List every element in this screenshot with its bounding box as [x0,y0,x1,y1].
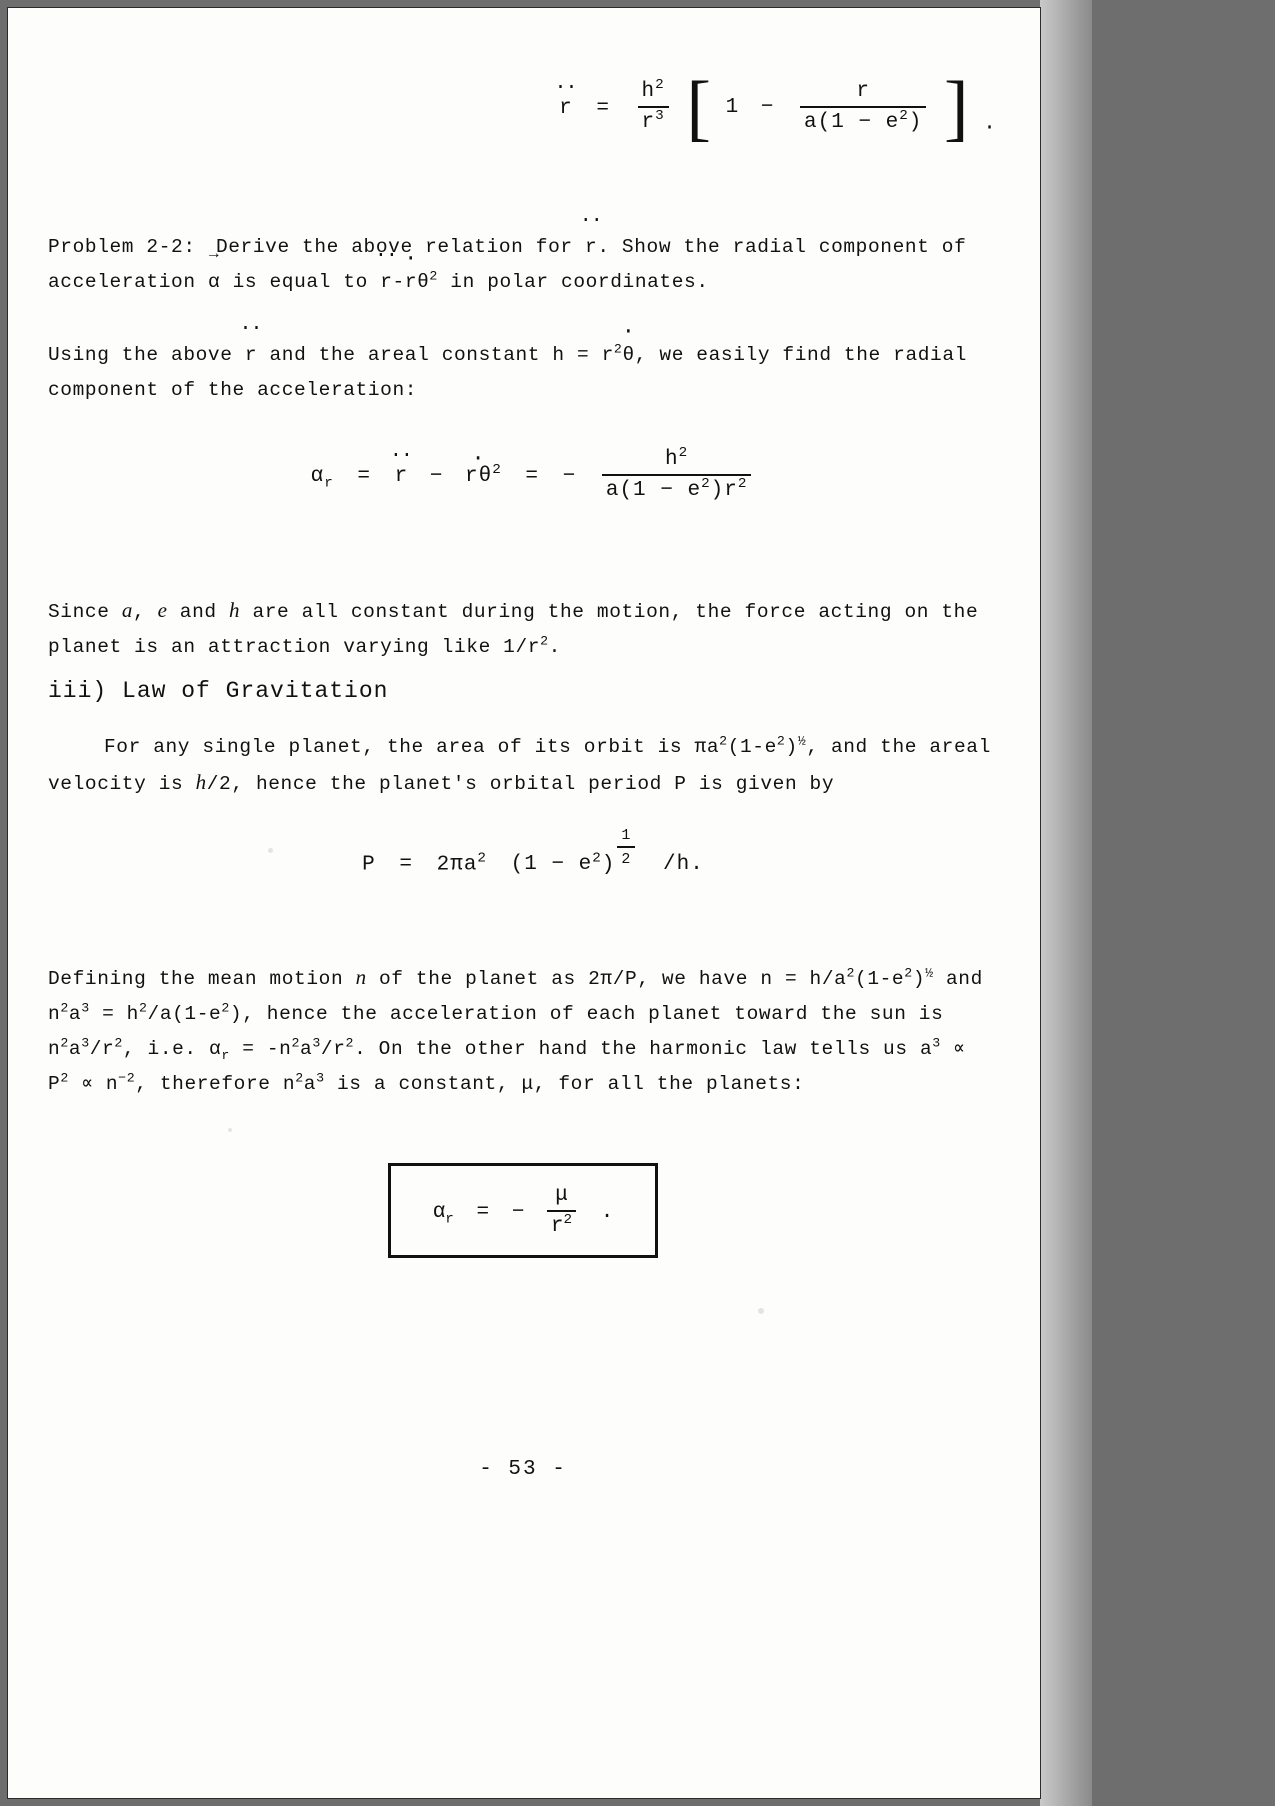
defining-text-3: and n [48,968,983,1025]
since-text-2: are all constant during the motion, the force acting on the planet is an attraction varying like 1/r [48,601,979,658]
fraction-r-over-a1e2: $\frac{r}{a(1 - e^2)}$ [800,80,926,135]
equals-period: = [399,853,413,877]
alpha-symbol: α [310,465,325,489]
page-content [48,8,998,1798]
alpha-symbol-2: α [209,1038,222,1060]
defining-paragraph: Defining the mean motion n of the planet as 2π/P, we have $n = h/a^2(1-e^2)^{\frac{1}{2}}$ and $n^2a^3 = h^2/a(1-e^2)$, hence the acceleration of each planet toward the sun is $n^2a^3/r^2$, i.e. $\alpha_r = -n^2a^3/r^2$. On the other hand the harmonic law tells us $a^3 \propto P^2 \propto n^{-2}$, therefore $n^2a^3$ is a constant, μ, for all the planets: [48,965,983,1095]
minus-sign: − [760,96,775,120]
bracket-close: ] [944,66,970,149]
negative-sign: − [562,465,577,489]
italic-e: e [157,598,168,622]
page-edge-shadow [1040,0,1092,1806]
since-text-1: Since [48,601,110,623]
since-and: and [179,601,217,623]
defining-text-2: of the planet as 2π/P, we have n = h/a [378,968,847,990]
defining-text-7: is a constant, μ, for all the planets: [336,1073,805,1095]
problem-label: Problem 2-2: [48,236,196,258]
scan-speck [228,1128,232,1132]
equation-r-double-dot [48,66,998,149]
boxed-equation-container [48,1163,998,1258]
using-text-2: and the areal constant h = r [269,344,614,366]
using-text-3: , we easily find the radial component of the acceleration: [48,344,967,401]
using-paragraph: Using the above ·· r and the areal constant $h = r^2\cdot \theta$, we easily find the radial component of the acceleration: [48,338,998,408]
theta-dot-symbol: · θ [622,338,634,373]
defining-text-1: Defining the mean motion [48,968,344,990]
r-double-dot-inline-3: ·· r [245,338,257,373]
fraction-mu-r2: $\frac{\mu}{r^2}$ [547,1184,576,1239]
r-double-dot-eq: ·· r [395,465,409,488]
period-tail: /h. [663,853,704,877]
problem-text-4: in polar coordinates. [450,271,709,293]
fraction-h2-over-a1e2r2: $\frac{h^2}{a(1 - e^2)r^2}$ [602,448,752,503]
r-double-dot-symbol: ·· r [559,97,573,120]
boxed-period: . [600,1201,614,1225]
forany-text-3: /2, hence the planet's orbital period P is given by [206,773,835,795]
italic-h: h [229,598,241,622]
since-period: . [548,636,561,658]
equals-boxed: = [476,1201,490,1225]
italic-a: a [121,598,133,622]
bracket-open: [ [686,66,712,149]
problem-text-1: Derive the above relation for [215,236,573,258]
scan-speck [268,848,273,853]
since-comma: , [132,601,146,623]
minus-boxed: − [511,1201,525,1225]
forany-text-2: , and the areal velocity is [48,736,991,795]
using-text-1: Using the above [48,344,233,366]
forany-paragraph: For any single planet, the area of its orbit is $\pi a^2(1-e^2)^{\frac{1}{2}}$, and the areal velocity is h/2, hence the planet's orbital period P is given by [48,733,991,795]
exponent-one-half: $\frac{1}{2}$ [617,827,635,869]
r-double-dot-inline: ·· r [585,230,597,265]
defining-text-6: . On the other hand the harmonic law tells us a [354,1038,933,1060]
alpha-symbol-3: α [432,1201,446,1225]
boxed-equation-alpha-mu: $\alpha_r$ = − $\frac{\mu}{r^2}$ . [388,1163,659,1258]
pi-a-squared: πa [694,736,720,758]
alpha-vector-symbol: → α [208,265,220,300]
document-page [8,8,1040,1798]
defining-text-5: , i.e. [122,1038,197,1060]
section-heading-law-of-gravitation: iii) Law of Gravitation [48,678,389,704]
since-paragraph: Since a, e and h are all constant during the motion, the force acting on the planet is an attraction varying like $1/r^2$. [48,598,979,658]
r-theta-dot-symbol: · -rθ [393,265,430,300]
equals-1: = [357,465,371,489]
problem-text-2: . Show the radial component of acceleration [48,236,967,293]
paren-open-expr: (1 − e [510,853,593,877]
equation-period: . [983,112,997,136]
forany-text-1: For any single planet, the area of its orbit is [104,736,683,758]
fraction-h2-r3: $\frac{h^2}{r^3}$ [638,80,669,135]
literal-one: 1 [725,96,740,120]
equals-sign: = [596,97,610,121]
period-symbol: P [362,853,376,877]
scan-speck [758,1308,764,1314]
equation-orbital-period: $P = 2\pi a^2$ $(1 - e^2)$ $\frac{1}{2}$ /h. [362,827,704,877]
page-number: - 53 - [479,1458,567,1481]
problem-statement: Problem 2-2: Derive the above relation for ·· r. Show the radial component of acceleration → α is equal to ·· $r\cdot -r\theta^2$ in polar coordinates. [48,230,998,300]
paren-close-expr: ) [601,853,616,877]
r-double-dot-inline-2: ·· r [380,265,392,300]
italic-h-2: h [195,770,207,794]
two-pi-a: 2πa [436,853,478,877]
equation-alpha-r: $\alpha_r$ = ·· r − · $r\theta^2$ = − $\frac{h^2}{a(1 - e^2)r^2}$ [48,448,998,503]
minus-eq: − [429,465,444,489]
equals-2: = [525,465,540,489]
defining-text-4: ), hence the acceleration of each planet toward the sun is n [48,1003,944,1060]
problem-text-3: is equal to [232,271,368,293]
r-theta-dot-eq: · rθ [465,465,492,488]
italic-n: n [355,965,367,989]
